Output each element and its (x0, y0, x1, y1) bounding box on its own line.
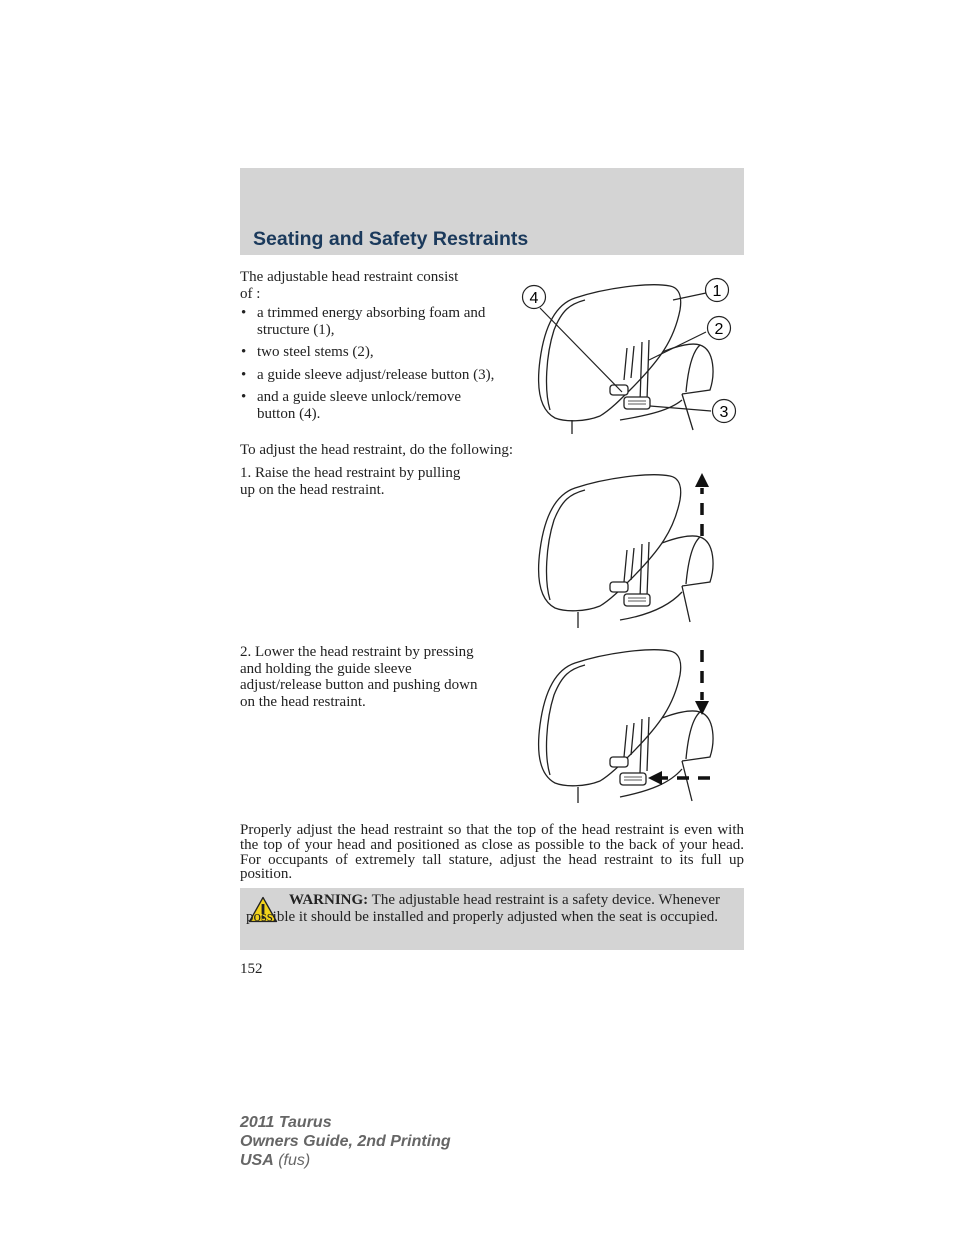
step-1-text: 1. Raise the head restraint by pulling up on the head restraint. (240, 465, 461, 498)
intro-text: The adjustable head restraint consist of : (240, 269, 459, 302)
list-item-text: a guide sleeve adjust/release button (3), (257, 366, 495, 383)
footer-region: USA (240, 1152, 274, 1169)
list-item-text: and a guide sleeve unlock/remove button (4). (257, 389, 462, 422)
warning-label: WARNING: (289, 892, 369, 908)
warning-message: The adjustable head restraint is a safety device. Whenever possible it should be installed and properly adjusted when the seat is occupied. (246, 892, 720, 925)
arrow-left-icon (648, 771, 662, 785)
adjustment-guidance-paragraph: Properly adjust the head restraint so that the top of the head restraint is even with the top of your head and positioned as close as possible to the back of your head. For occupants of extremely tall stature, adjust the head restraint to its full up position. (240, 822, 744, 883)
bullet-icon: • (241, 366, 247, 383)
warning-text (246, 892, 726, 925)
list-item (240, 367, 500, 384)
list-item-text: a trimmed energy absorbing foam and structure (1), (257, 305, 486, 338)
raise-head-restraint-figure (510, 470, 750, 630)
footer-region-line (240, 1151, 451, 1170)
callout-4-label: 4 (529, 290, 539, 307)
footer-model-line: 2011 Taurus (240, 1114, 332, 1131)
document-footer (240, 1113, 451, 1170)
bullet-icon: • (241, 389, 247, 405)
footer-region-code: (fus) (273, 1152, 311, 1169)
lower-head-restraint-figure (510, 645, 750, 805)
callout-2-label: 2 (714, 321, 724, 338)
bullet-icon: • (241, 344, 247, 360)
bullet-icon: • (241, 305, 247, 321)
section-header-band (240, 168, 744, 255)
page-number: 152 (240, 961, 263, 977)
warning-box (240, 888, 744, 950)
list-item (240, 305, 500, 338)
callout-3-label: 3 (719, 404, 729, 421)
callout-1-label: 1 (712, 283, 722, 300)
adjust-intro-text: To adjust the head restraint, do the following: (240, 442, 514, 458)
list-item (240, 344, 500, 361)
footer-edition-line: Owners Guide, 2nd Printing (240, 1133, 451, 1150)
list-item (240, 389, 500, 422)
arrow-down-icon (695, 701, 709, 715)
head-restraint-components-figure (510, 270, 750, 440)
arrow-up-icon (695, 473, 709, 487)
section-title: Seating and Safety Restraints (253, 228, 529, 250)
step-2-text: 2. Lower the head restraint by pressing and holding the guide sleeve adjust/release button and pushing down on the head restraint. (240, 644, 478, 710)
component-list (240, 305, 500, 428)
list-item-text: two steel stems (2), (257, 344, 374, 360)
